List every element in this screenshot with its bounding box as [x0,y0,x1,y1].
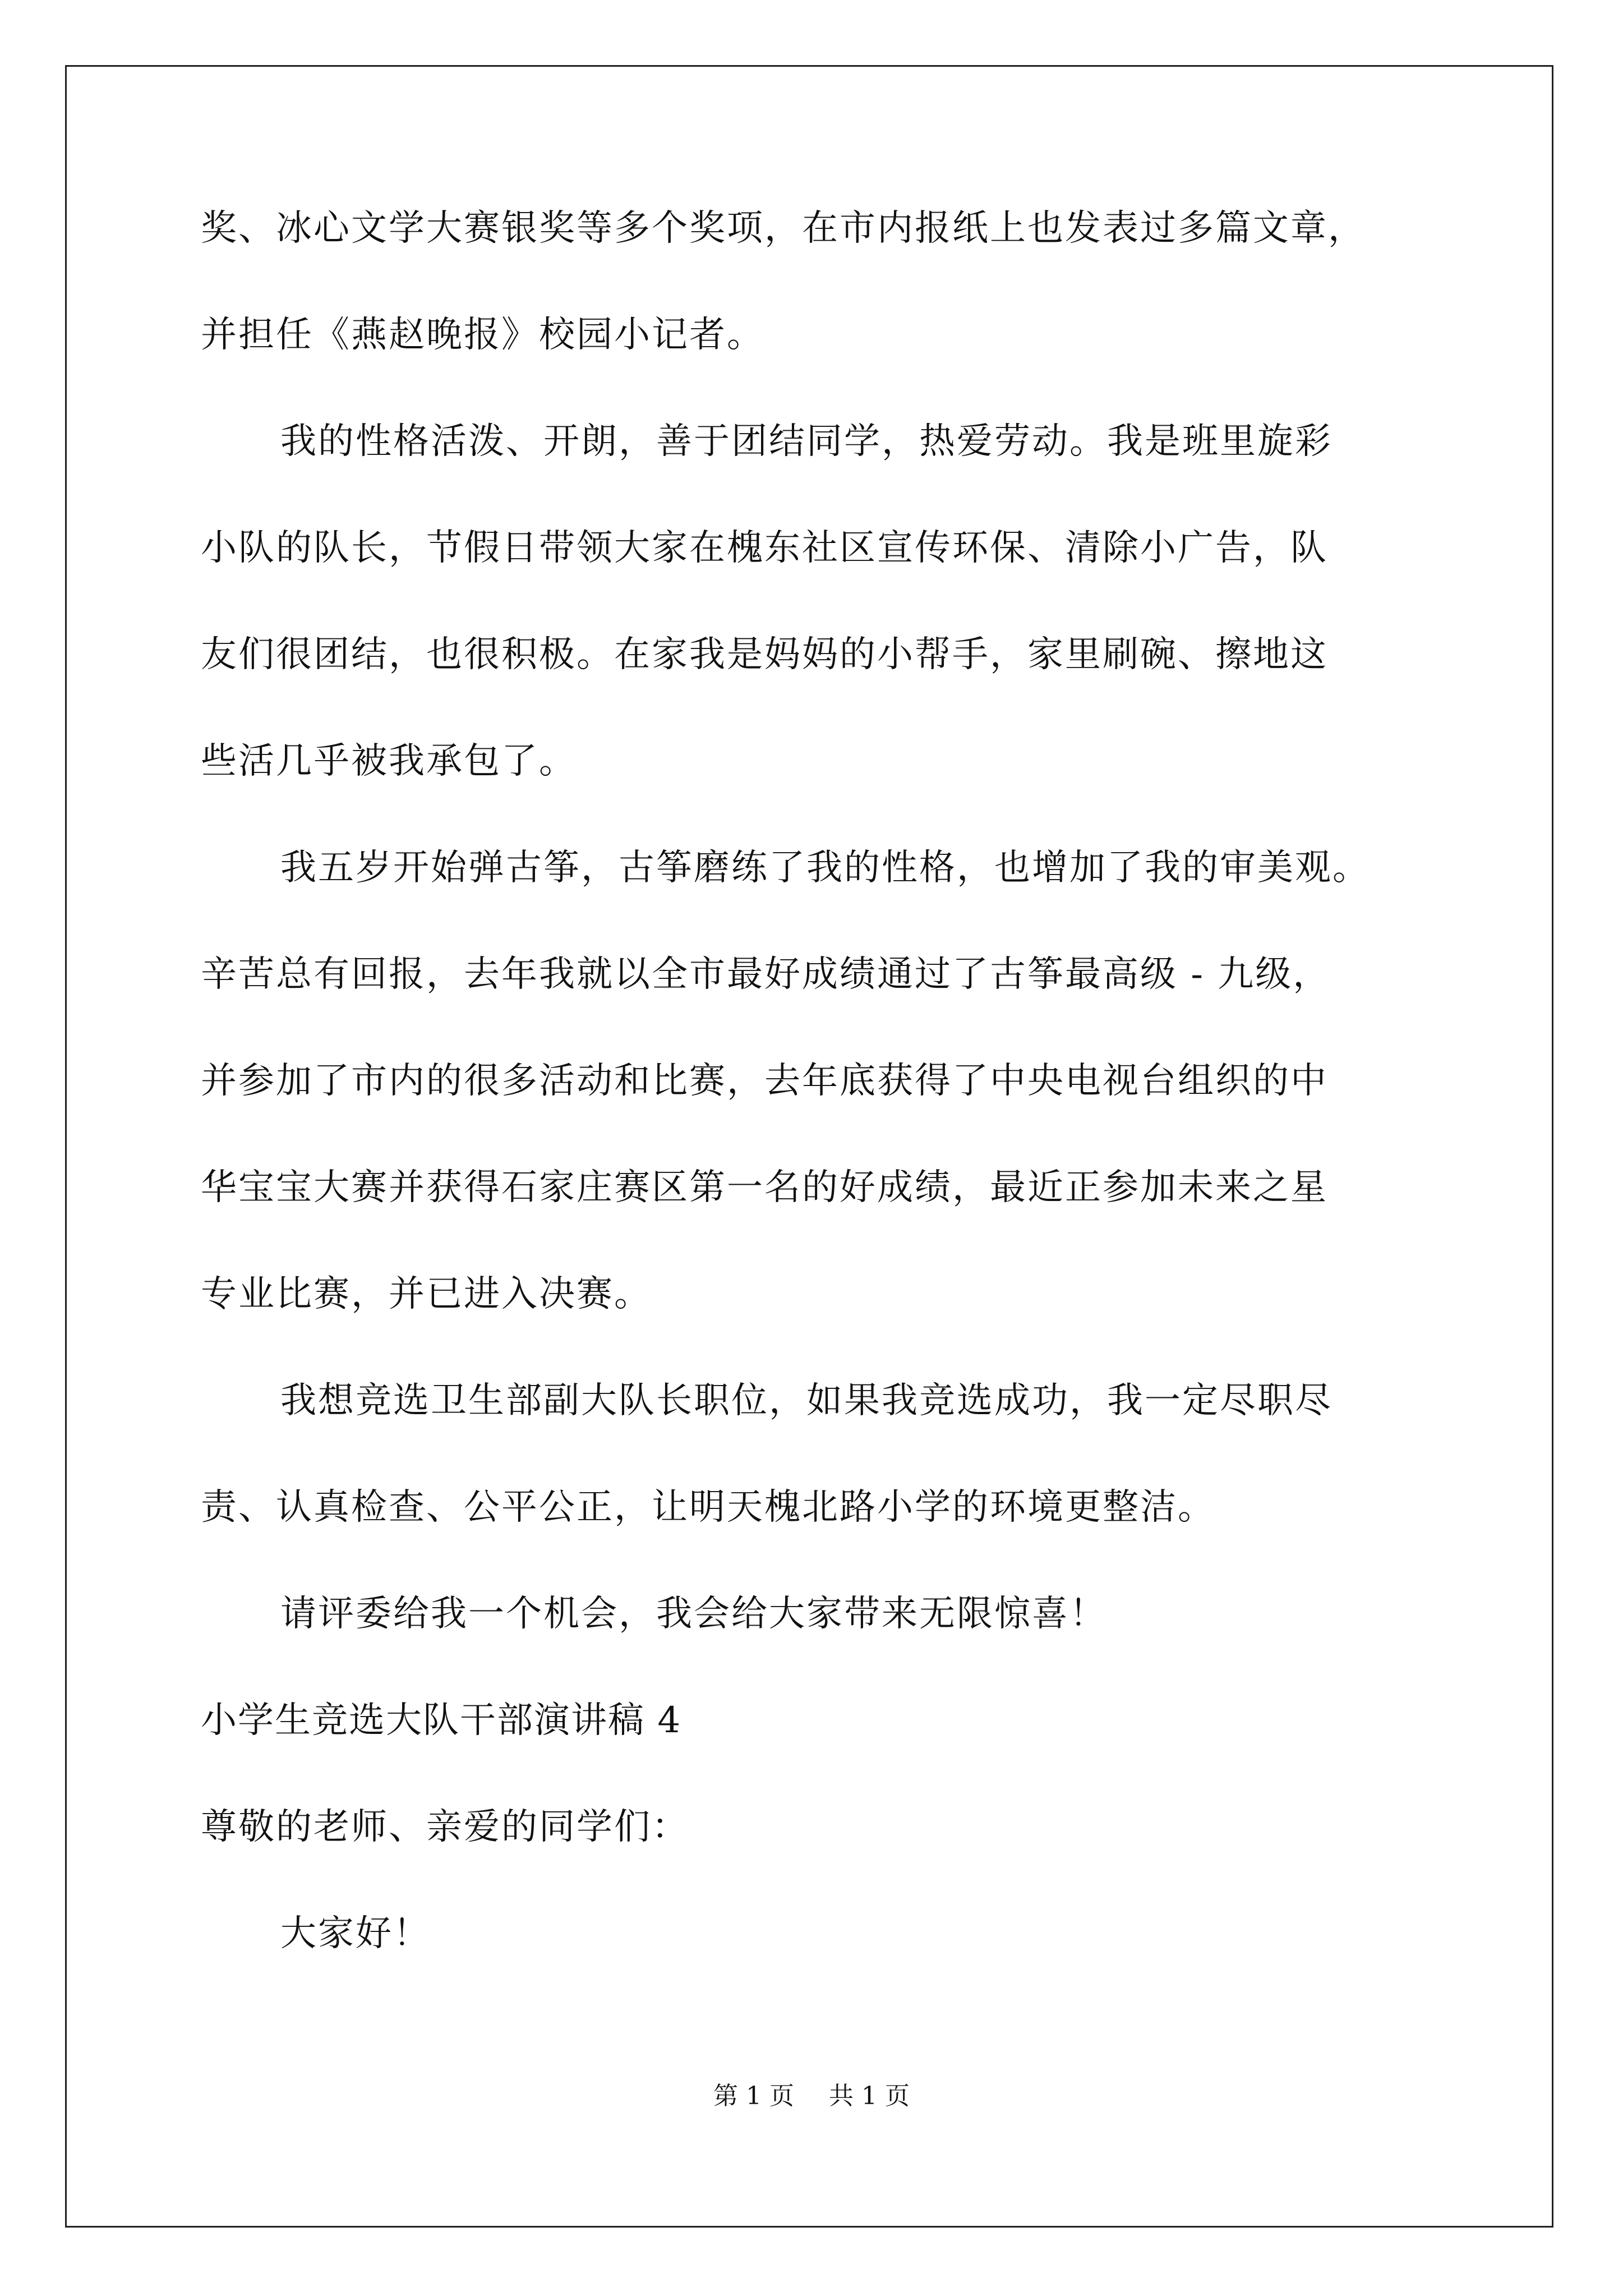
page-number: 第 1 页 [713,2082,794,2110]
text-line: 并参加了市内的很多活动和比赛，去年底获得了中央电视台组织的中 [201,1060,1328,1102]
document-body [201,210,1446,2022]
salutation: 尊敬的老师、亲爱的同学们： [201,1806,689,1848]
page-footer [0,2084,1623,2109]
text-line: 些活几乎被我承包了。 [201,740,577,782]
text-line: 责、认真检查、公平公正，让明天槐北路小学的环境更整洁。 [201,1487,1215,1528]
text-line: 并担任《燕赵晚报》校园小记者。 [201,314,764,356]
paragraph-start: 我想竞选卫生部副大队长职位，如果我竞选成功，我一定尽职尽 [280,1380,1332,1421]
paragraph-start: 我五岁开始弹古筝，古筝磨练了我的性格，也增加了我的审美观。 [280,847,1370,889]
text-line: 辛苦总有回报，去年我就以全市最好成绩通过了古筝最高级 - 九级， [201,954,1331,995]
page-total: 共 1 页 [829,2082,910,2110]
text-line: 友们很团结，也很积极。在家我是妈妈的小帮手，家里刷碗、擦地这 [201,634,1328,675]
text-line: 专业比赛，并已进入决赛。 [201,1273,652,1315]
greeting: 大家好！ [280,1913,431,1954]
text-line: 奖、冰心文学大赛银奖等多个奖项，在市内报纸上也发表过多篇文章， [201,208,1366,249]
section-title: 小学生竞选大队干部演讲稿 4 [201,1700,682,1741]
paragraph-start: 我的性格活泼、开朗，善于团结同学，热爱劳动。我是班里旋彩 [280,421,1332,462]
text-line: 小队的队长，节假日带领大家在槐东社区宣传环保、清除小广告，队 [201,527,1328,569]
paragraph-start: 请评委给我一个机会，我会给大家带来无限惊喜！ [280,1593,1107,1635]
text-line: 华宝宝大赛并获得石家庄赛区第一名的好成绩，最近正参加未来之星 [201,1167,1328,1208]
